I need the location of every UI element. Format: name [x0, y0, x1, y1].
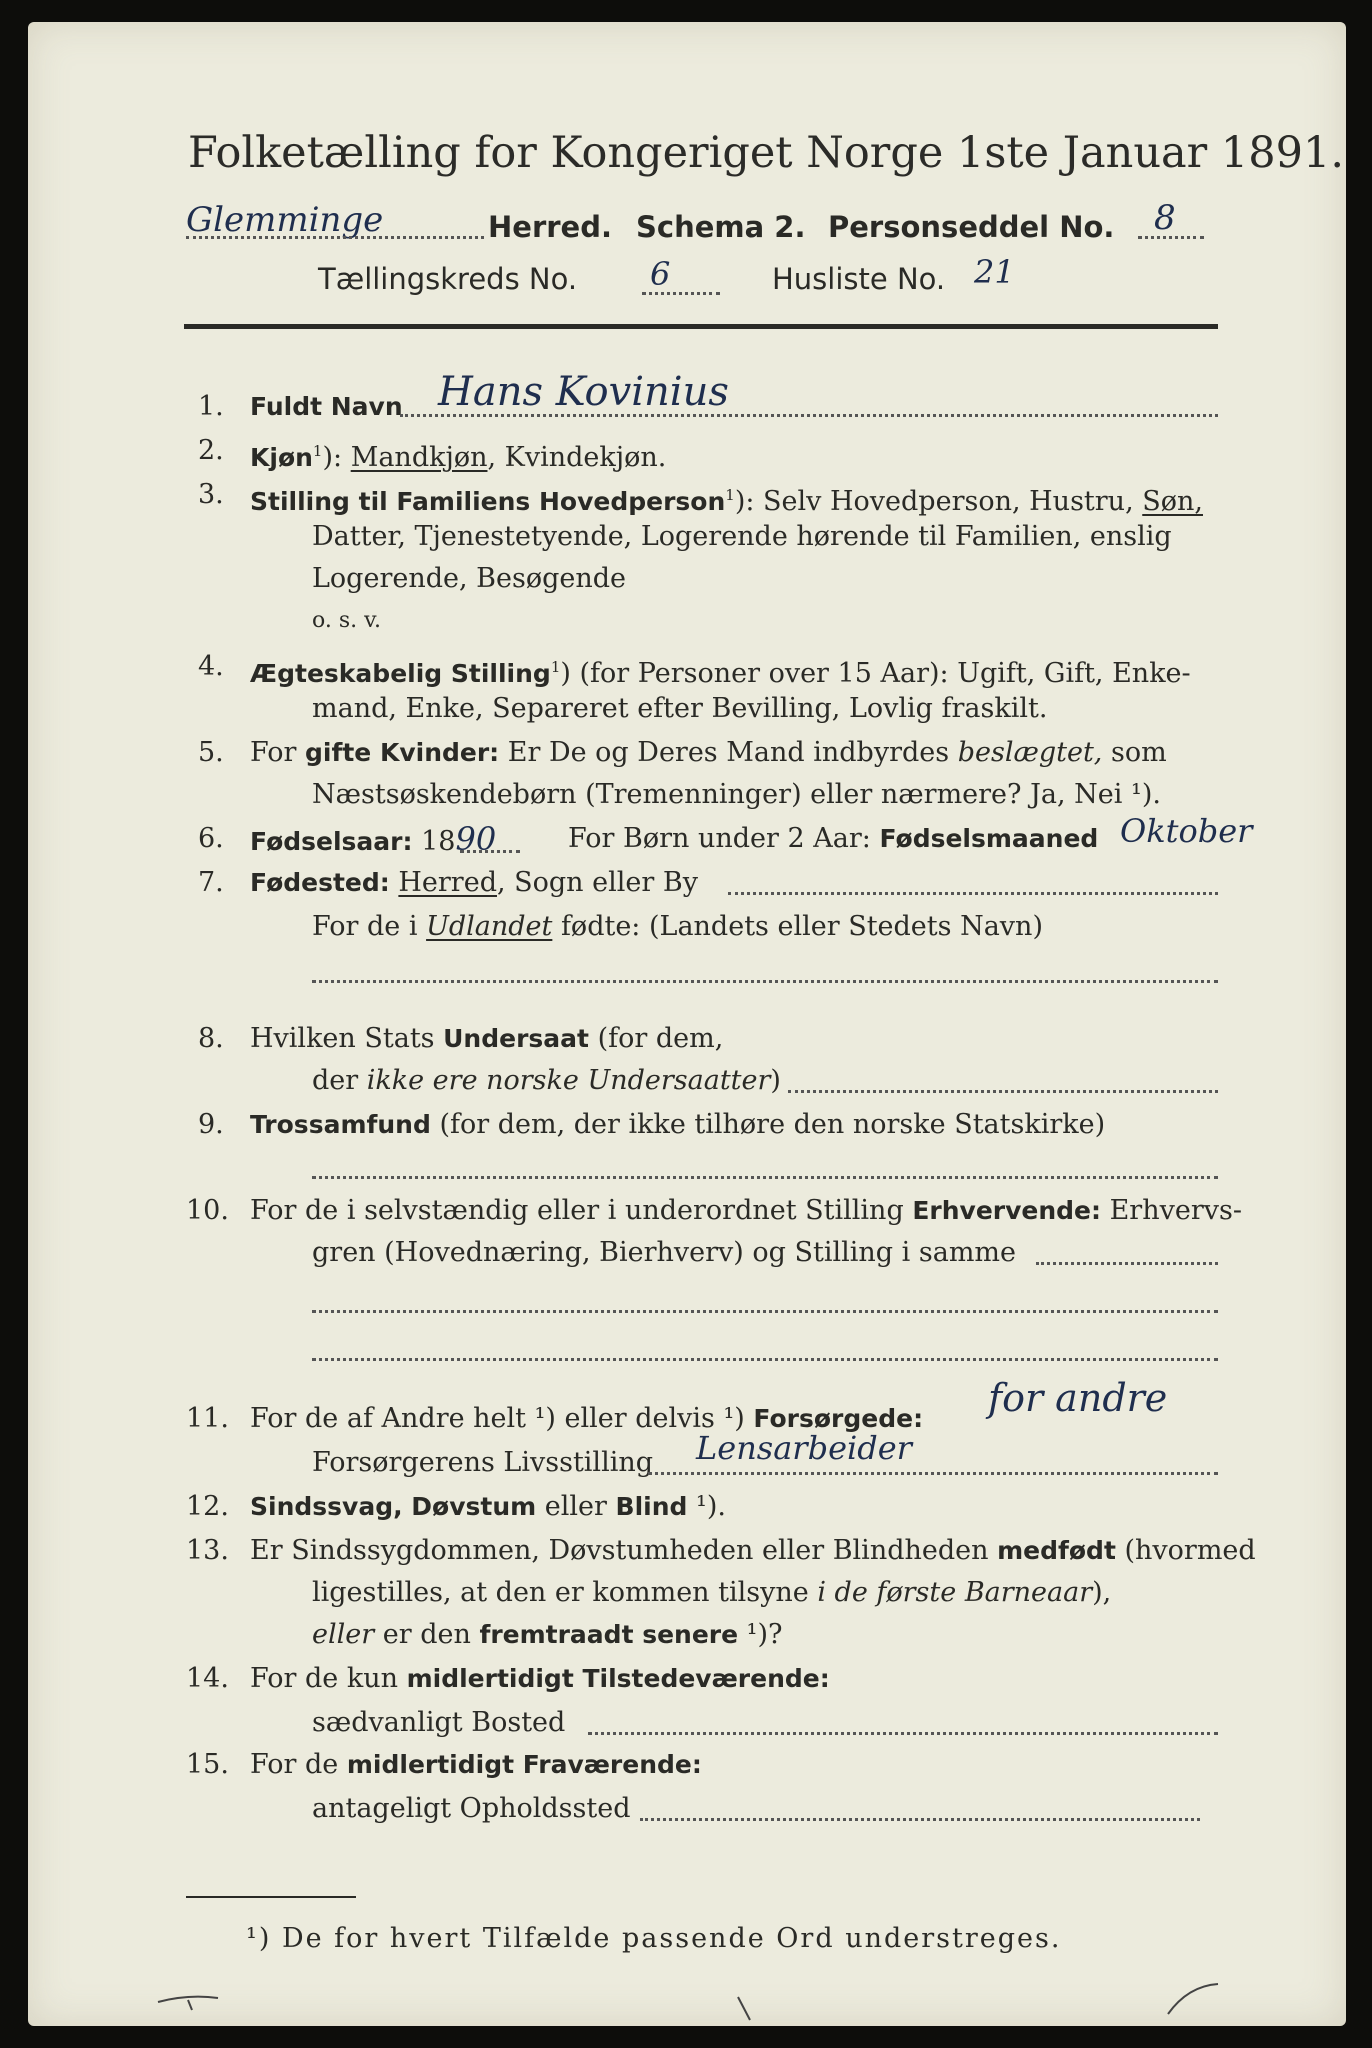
q5-pre: For — [250, 737, 306, 768]
q13-l3-em: eller — [312, 1619, 375, 1650]
q4-line1 — [250, 650, 1191, 691]
q4-number: 4. — [198, 651, 224, 682]
q3-option-son: Søn, — [1142, 486, 1203, 517]
kreds-label: Tællingskreds No. — [318, 262, 578, 296]
q9-text: (for dem, der ikke tilhøre den norske Statskirke) — [430, 1109, 1106, 1140]
q15-line2: antageligt Opholdssted — [312, 1793, 631, 1824]
q5-number: 5. — [198, 737, 224, 768]
pencil-mark-center — [728, 1992, 768, 2032]
personseddel-dotted-line — [1138, 236, 1204, 239]
q13-l2-pre: ligestilles, at den er kommen tilsyne — [312, 1577, 818, 1608]
q13-l2-em: i de første Barneaar — [817, 1577, 1093, 1608]
q1-dotted-line — [400, 414, 1218, 417]
q11-line2: Forsørgerens Livsstilling — [312, 1447, 654, 1478]
q12-mid: eller — [536, 1491, 616, 1522]
q7-l2-pre: For de i — [312, 911, 427, 942]
q11-text: For de af Andre helt ¹) eller delvis ¹) — [250, 1403, 754, 1434]
q7-line1 — [250, 866, 698, 900]
census-form — [28, 22, 1346, 2026]
q8-pre: Hvilken Stats — [250, 1023, 444, 1054]
q7-dotted-line2 — [312, 980, 1218, 983]
q11-handwritten-forsorget: for andre — [988, 1376, 1168, 1420]
q9-line1 — [250, 1108, 1105, 1142]
q3-line3: Logerende, Besøgende — [312, 563, 626, 594]
q10-line1 — [250, 1194, 1242, 1228]
q11-dotted-line — [648, 1472, 1218, 1475]
q14-line1 — [250, 1662, 830, 1696]
herred-handwritten: Glemminge — [186, 200, 384, 240]
footnote-rule — [186, 1896, 356, 1898]
q5-text: Er De og Deres Mand indbyrdes — [499, 737, 958, 768]
q15-dotted-line — [640, 1818, 1200, 1821]
q13-label: medfødt — [997, 1536, 1116, 1565]
q4-line2: mand, Enke, Separeret efter Bevilling, Lovlig fraskilt. — [312, 693, 1048, 724]
husliste-label: Husliste No. — [772, 262, 946, 296]
q15-pre: For de — [250, 1749, 347, 1780]
q12-label1: Sindssvag, Døvstum — [250, 1492, 537, 1521]
q7-dotted-line1 — [728, 892, 1218, 895]
husliste-number: 21 — [974, 253, 1015, 291]
q13-end: (hvormed — [1115, 1535, 1256, 1566]
q2-option-kvindekjon: , Kvindekjøn. — [487, 442, 667, 473]
q5-line1 — [250, 736, 1167, 770]
q7-number: 7. — [198, 867, 224, 898]
q4-label: Ægteskabelig Stilling — [250, 659, 551, 688]
q14-number: 14. — [186, 1663, 229, 1694]
q6-mid: For Børn under 2 Aar: — [568, 823, 880, 854]
q3-line1 — [250, 478, 1203, 519]
census-form-sheet — [28, 22, 1346, 2026]
q1-number: 1. — [198, 391, 224, 422]
q6-label: Fødselsaar: — [250, 827, 413, 856]
kreds-number: 6 — [650, 255, 671, 293]
q13-l3-label: fremtraadt senere — [479, 1620, 739, 1649]
q7-l2-end: fødte: (Landets eller Stedets Navn) — [552, 911, 1043, 942]
q12-number: 12. — [186, 1491, 229, 1522]
q8-line1 — [250, 1022, 723, 1056]
q8-label: Undersaat — [443, 1024, 589, 1053]
q6-month-handwritten: Oktober — [1120, 812, 1253, 850]
q2-number: 2. — [198, 435, 224, 466]
q6-year-handwritten: 90 — [455, 820, 497, 858]
q10-dotted-line3 — [312, 1358, 1218, 1361]
q14-dotted-line — [588, 1732, 1218, 1735]
q13-line2 — [312, 1576, 1111, 1610]
q13-line3 — [312, 1618, 783, 1652]
q9-dotted-line — [312, 1176, 1218, 1179]
q10-label: Erhvervende: — [912, 1196, 1102, 1225]
q7-rest: , Sogn eller By — [496, 867, 698, 898]
q14-line2: sædvanligt Bosted — [312, 1707, 566, 1738]
q11-number: 11. — [186, 1403, 229, 1434]
herred-label: Herred. — [488, 210, 612, 244]
personseddel-number: 8 — [1154, 198, 1176, 238]
q3-line4: o. s. v. — [312, 608, 381, 633]
q6-year-prefix: 18 — [412, 826, 456, 857]
q10-dotted-line2 — [312, 1310, 1218, 1313]
q14-label: midlertidigt Tilstedeværende: — [406, 1664, 830, 1693]
q6-year-dotted-line — [460, 850, 520, 853]
footnote: ¹) De for hvert Tilfælde passende Ord understreges. — [246, 1923, 1062, 1954]
q6-line — [250, 822, 496, 859]
q1-name-handwritten: Hans Kovinius — [438, 369, 729, 415]
pencil-mark-right — [1158, 1976, 1238, 2026]
q8-line2 — [312, 1064, 781, 1098]
q2-label: Kjøn — [250, 443, 313, 472]
q6-label2: Fødselsmaaned — [879, 824, 1099, 853]
q11-label: Forsørgede: — [753, 1404, 924, 1433]
q12-end: ¹). — [687, 1491, 726, 1522]
q2-rest: ): — [322, 442, 351, 473]
q3-text: ): Selv Hovedperson, Hustru, — [734, 486, 1143, 517]
q8-l2-end: ) — [770, 1065, 781, 1096]
q6-line-b — [568, 822, 1098, 856]
q7-option-herred: Herred — [398, 867, 497, 898]
q7-l2-em: Udlandet — [426, 911, 553, 942]
q8-l2-em: ikke ere norske Undersaatter — [366, 1065, 771, 1096]
personseddel-label: Personseddel No. — [828, 210, 1115, 244]
q12-line — [250, 1490, 726, 1524]
q1-label: Fuldt Navn — [250, 392, 403, 421]
q7-line2 — [312, 910, 1043, 944]
q9-label: Trossamfund — [250, 1110, 431, 1139]
q2-option-mandkjon: Mandkjøn — [350, 442, 488, 473]
q10-line2: gren (Hovednæring, Bierhverv) og Stilling i samme — [312, 1237, 1017, 1268]
q8-end: (for dem, — [588, 1023, 724, 1054]
herred-dotted-line — [186, 236, 484, 239]
q3-label: Stilling til Familiens Hovedperson — [250, 487, 726, 516]
q6-number: 6. — [198, 823, 224, 854]
q10-pre: For de i selvstændig eller i underordnet Stilling — [250, 1195, 913, 1226]
q2-sup: 1 — [312, 442, 323, 460]
q15-line1 — [250, 1748, 702, 1782]
q3-line2: Datter, Tjenestetyende, Logerende hørende til Familien, enslig — [312, 521, 1172, 552]
header-rule — [184, 324, 1218, 329]
q2-line — [250, 434, 666, 475]
q10-dotted-line1 — [1036, 1262, 1218, 1265]
q13-l3-mid: er den — [374, 1619, 480, 1650]
q11-handwritten-livsstilling: Lensarbeider — [696, 1429, 912, 1467]
q10-number: 10. — [186, 1195, 229, 1226]
herred-field — [186, 200, 383, 240]
q12-label2: Blind — [615, 1492, 688, 1521]
q15-number: 15. — [186, 1749, 229, 1780]
q13-number: 13. — [186, 1535, 229, 1566]
q15-label: midlertidigt Fraværende: — [346, 1750, 702, 1779]
pencil-mark-left — [148, 1982, 268, 2022]
q5-emphasis: beslægtet, — [957, 737, 1103, 768]
q5-label: gifte Kvinder: — [305, 738, 500, 767]
q8-dotted-line — [788, 1090, 1218, 1093]
q3-sup: 1 — [725, 486, 735, 504]
q4-text: ) (for Personer over 15 Aar): Ugift, Gift, Enke- — [560, 658, 1191, 689]
q9-number: 9. — [198, 1109, 224, 1140]
q3-number: 3. — [198, 479, 224, 510]
q7-label: Fødested: — [250, 868, 390, 897]
q13-l2-end: ), — [1092, 1577, 1112, 1608]
q5-line2: Næstsøskendebørn (Tremenninger) eller nærmere? Ja, Nei ¹). — [312, 779, 1161, 810]
q14-pre: For de kun — [250, 1663, 407, 1694]
kreds-dotted-line — [642, 292, 720, 295]
form-title: Folketælling for Kongeriget Norge 1ste Januar 1891. — [188, 128, 1345, 178]
q13-l3-end: ¹)? — [738, 1619, 783, 1650]
q10-end: Erhvervs- — [1101, 1195, 1242, 1226]
q8-l2-pre: der — [312, 1065, 367, 1096]
schema-label: Schema 2. — [636, 210, 806, 244]
q8-number: 8. — [198, 1023, 224, 1054]
q13-pre: Er Sindssygdommen, Døvstumheden eller Blindheden — [250, 1535, 998, 1566]
q4-sup: 1 — [550, 658, 561, 676]
q13-line1 — [250, 1534, 1256, 1568]
q5-end: som — [1102, 737, 1167, 768]
